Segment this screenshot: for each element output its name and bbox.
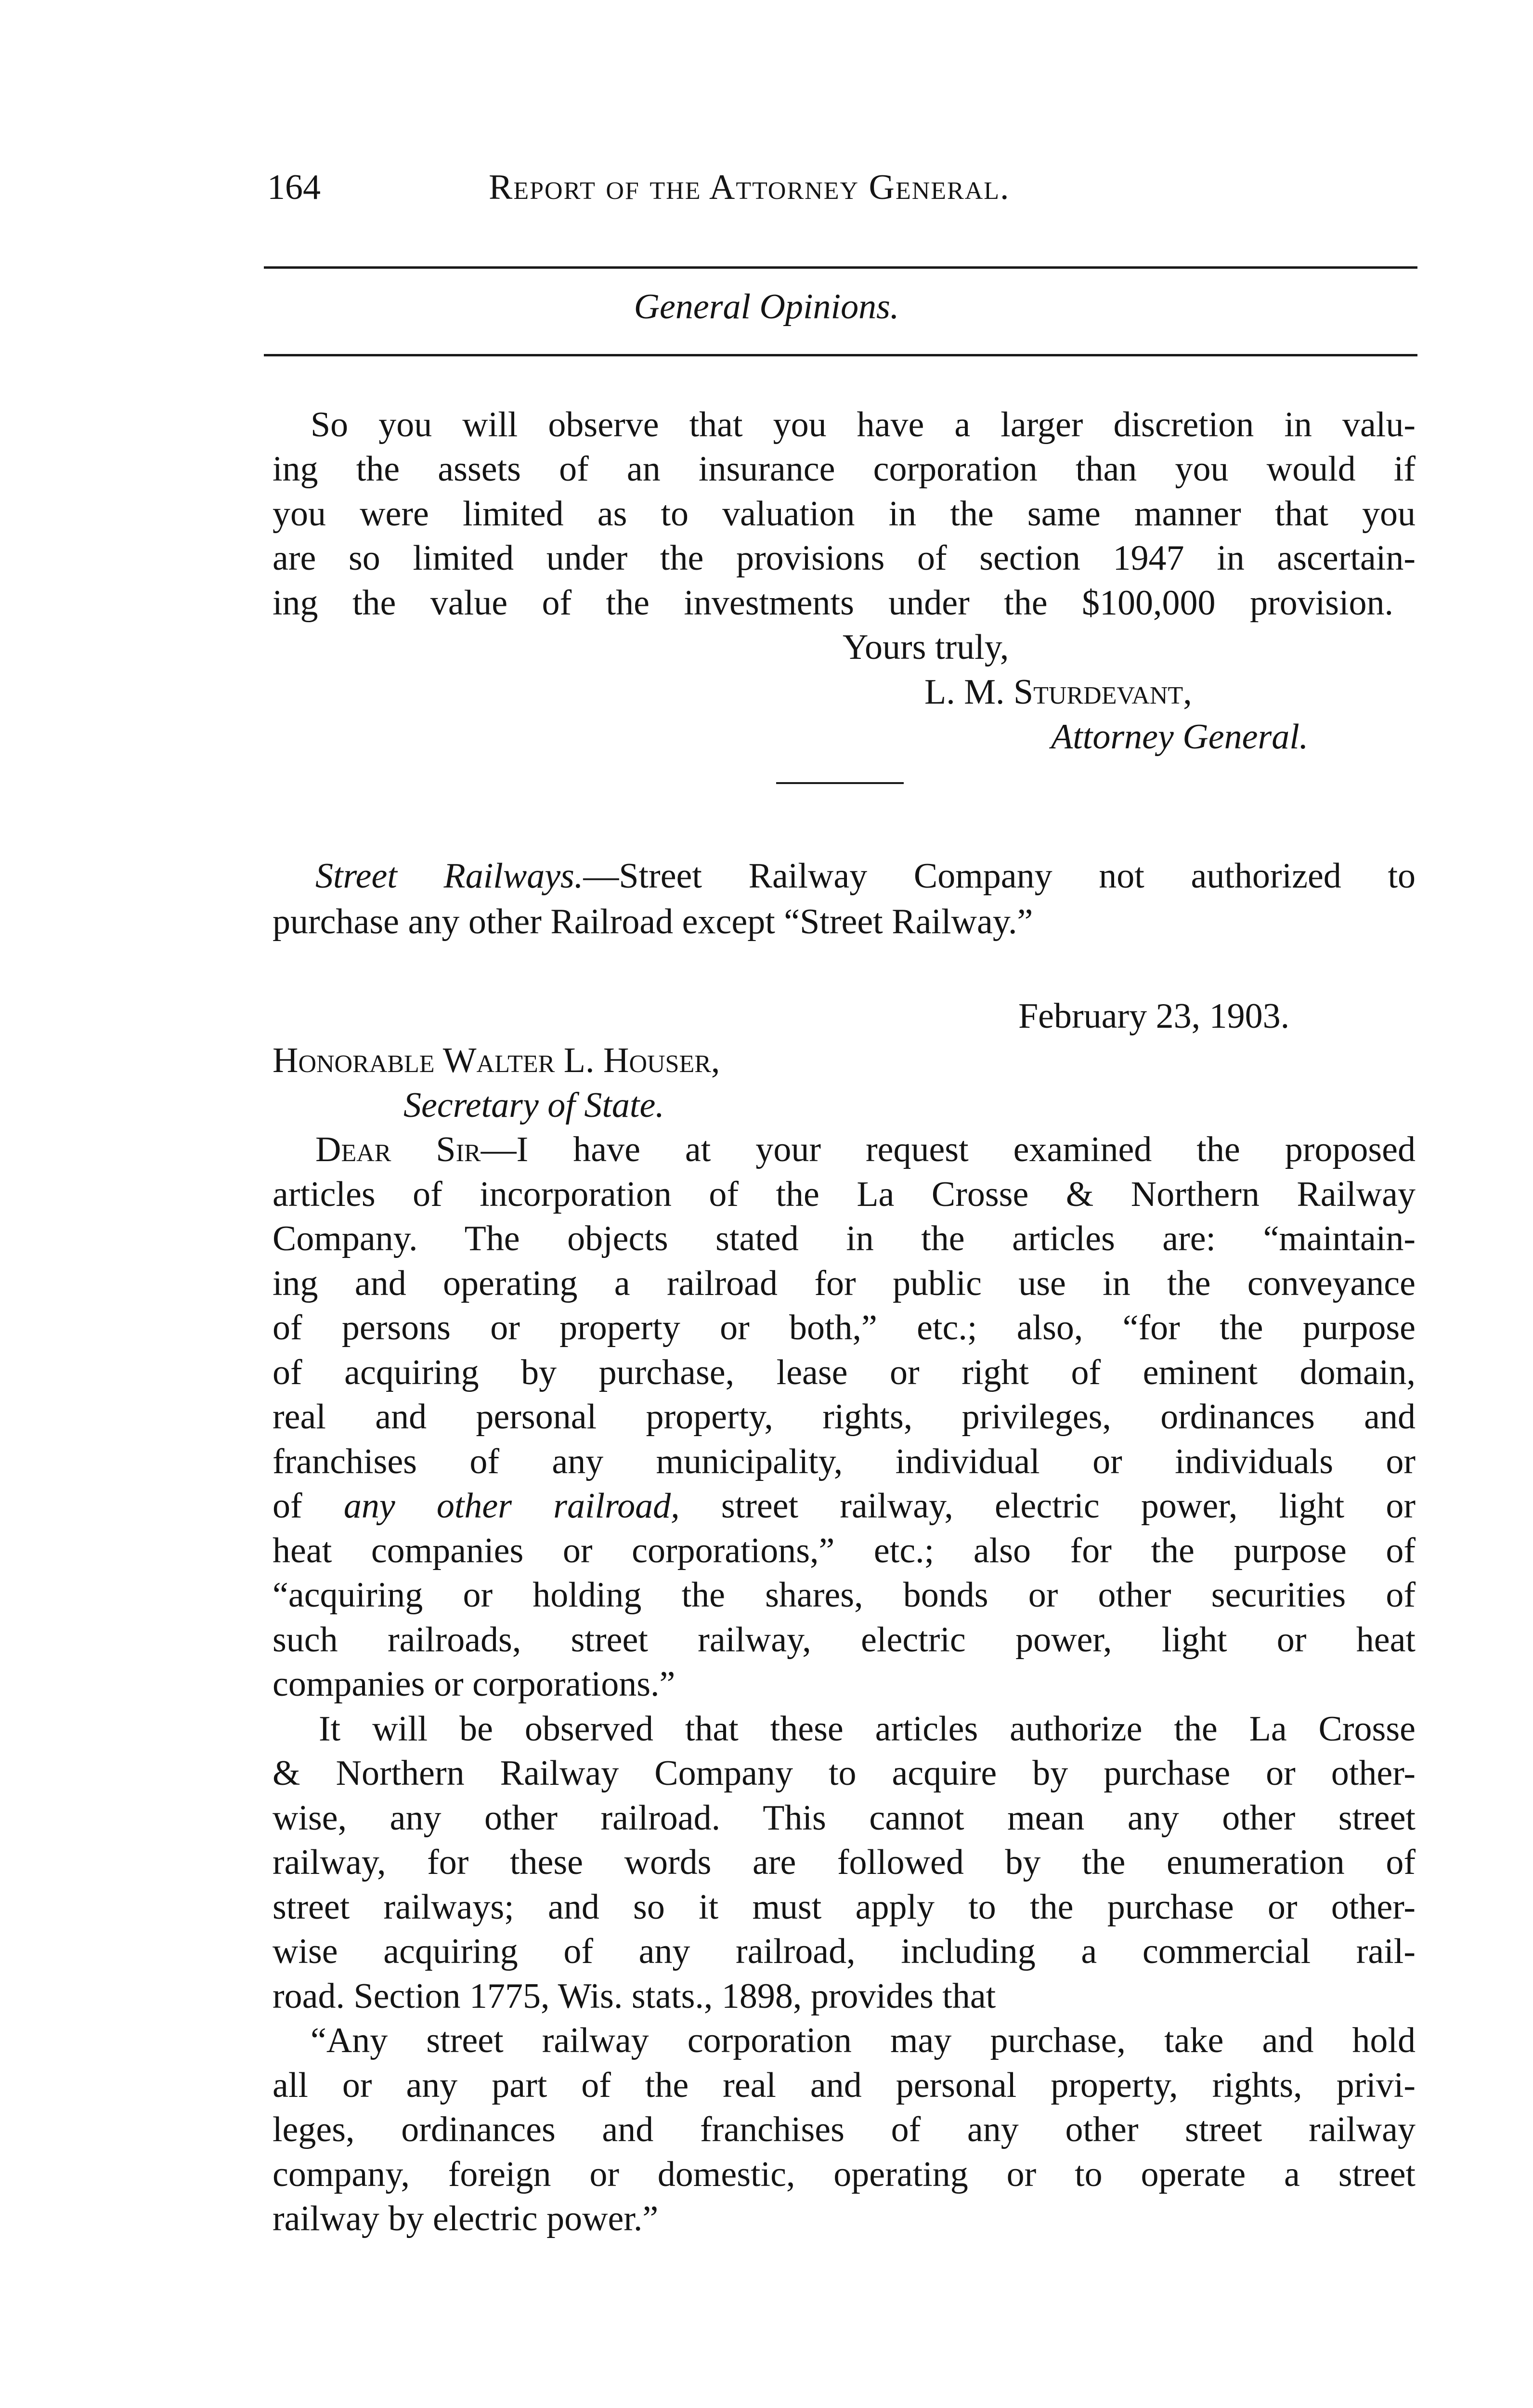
section-title: General Opinions. <box>634 287 899 327</box>
body-text: —I have at your request examined the proposed <box>481 1130 1416 1169</box>
letter-date: February 23, 1903. <box>1018 996 1290 1036</box>
running-head: Report of the Attorney General. <box>489 168 1010 207</box>
quote-line: “Any street railway corporation may purchase, take and hold <box>311 2021 1416 2060</box>
quote-line: company, foreign or domestic, operating or to operate a street <box>273 2155 1416 2194</box>
syllabus-line: purchase any other Railroad except “Street Railway.” <box>273 902 1033 942</box>
body-line: railway, for these words are followed by the enumeration of <box>273 1843 1416 1882</box>
body-line: articles of incorporation of the La Crosse & Northern Railway <box>273 1175 1416 1214</box>
syllabus-line <box>315 858 1416 894</box>
body-line: are so limited under the provisions of section 1947 in ascertain- <box>273 538 1416 578</box>
body-line: heat companies or corporations,” etc.; also for the purpose of <box>273 1531 1416 1570</box>
body-line: ing the value of the investments under the $100,000 provision. <box>273 583 1393 623</box>
body-line: you were limited as to valuation in the same manner that you <box>273 494 1416 534</box>
body-line: “acquiring or holding the shares, bonds or other securities of <box>273 1575 1416 1615</box>
body-line: road. Section 1775, Wis. stats., 1898, provides that <box>273 1976 996 2016</box>
page-number: 164 <box>267 168 321 207</box>
body-line: Company. The objects stated in the articles are: “maintain- <box>273 1219 1416 1258</box>
body-line: It will be observed that these articles authorize the La Crosse <box>319 1709 1416 1749</box>
body-line: such railroads, street railway, electric power, light or heat <box>273 1620 1416 1660</box>
body-line: ing the assets of an insurance corporation than you would if <box>273 449 1416 489</box>
body-line: street railways; and so it must apply to the purchase or other- <box>273 1887 1416 1927</box>
body-text: of <box>273 1486 344 1526</box>
body-line: franchises of any municipality, individual or individuals or <box>273 1442 1416 1481</box>
body-line <box>315 1132 1416 1167</box>
header-rule-top <box>264 266 1417 269</box>
quote-line: railway by electric power.” <box>273 2199 659 2238</box>
body-line: real and personal property, rights, privileges, ordinances and <box>273 1397 1416 1437</box>
body-line: wise acquiring of any railroad, including a commercial rail- <box>273 1932 1416 1971</box>
signer-name: L. M. Sturdevant, <box>924 672 1192 712</box>
addressee-title: Secretary of State. <box>403 1086 664 1125</box>
quote-line: all or any part of the real and personal property, rights, privi- <box>273 2066 1416 2105</box>
closing: Yours truly, <box>843 628 1009 667</box>
syllabus-text: —Street Railway Company not authorized to <box>583 856 1416 896</box>
syllabus-topic: Street Railways. <box>315 856 584 896</box>
body-text: street railway, electric power, light or <box>679 1486 1416 1526</box>
body-line <box>273 1488 1416 1524</box>
emphasis-text: any other railroad, <box>343 1486 680 1526</box>
body-line: wise, any other railroad. This cannot mean any other street <box>273 1798 1416 1838</box>
addressee-name: Honorable Walter L. Houser, <box>273 1041 720 1080</box>
body-line: So you will observe that you have a larger discretion in valu- <box>311 405 1416 445</box>
body-line: ing and operating a railroad for public use in the conveyance <box>273 1264 1416 1303</box>
quote-line: leges, ordinances and franchises of any other street railway <box>273 2110 1416 2149</box>
salutation: Dear Sir <box>315 1130 481 1169</box>
separator-rule <box>776 782 904 784</box>
signer-title: Attorney General. <box>1051 717 1309 757</box>
header-rule-bottom <box>264 354 1417 356</box>
body-line: & Northern Railway Company to acquire by purchase or other- <box>273 1754 1416 1793</box>
body-line: of acquiring by purchase, lease or right of eminent domain, <box>273 1353 1416 1392</box>
body-line: companies or corporations.” <box>273 1664 676 1704</box>
body-line: of persons or property or both,” etc.; also, “for the purpose <box>273 1308 1416 1348</box>
